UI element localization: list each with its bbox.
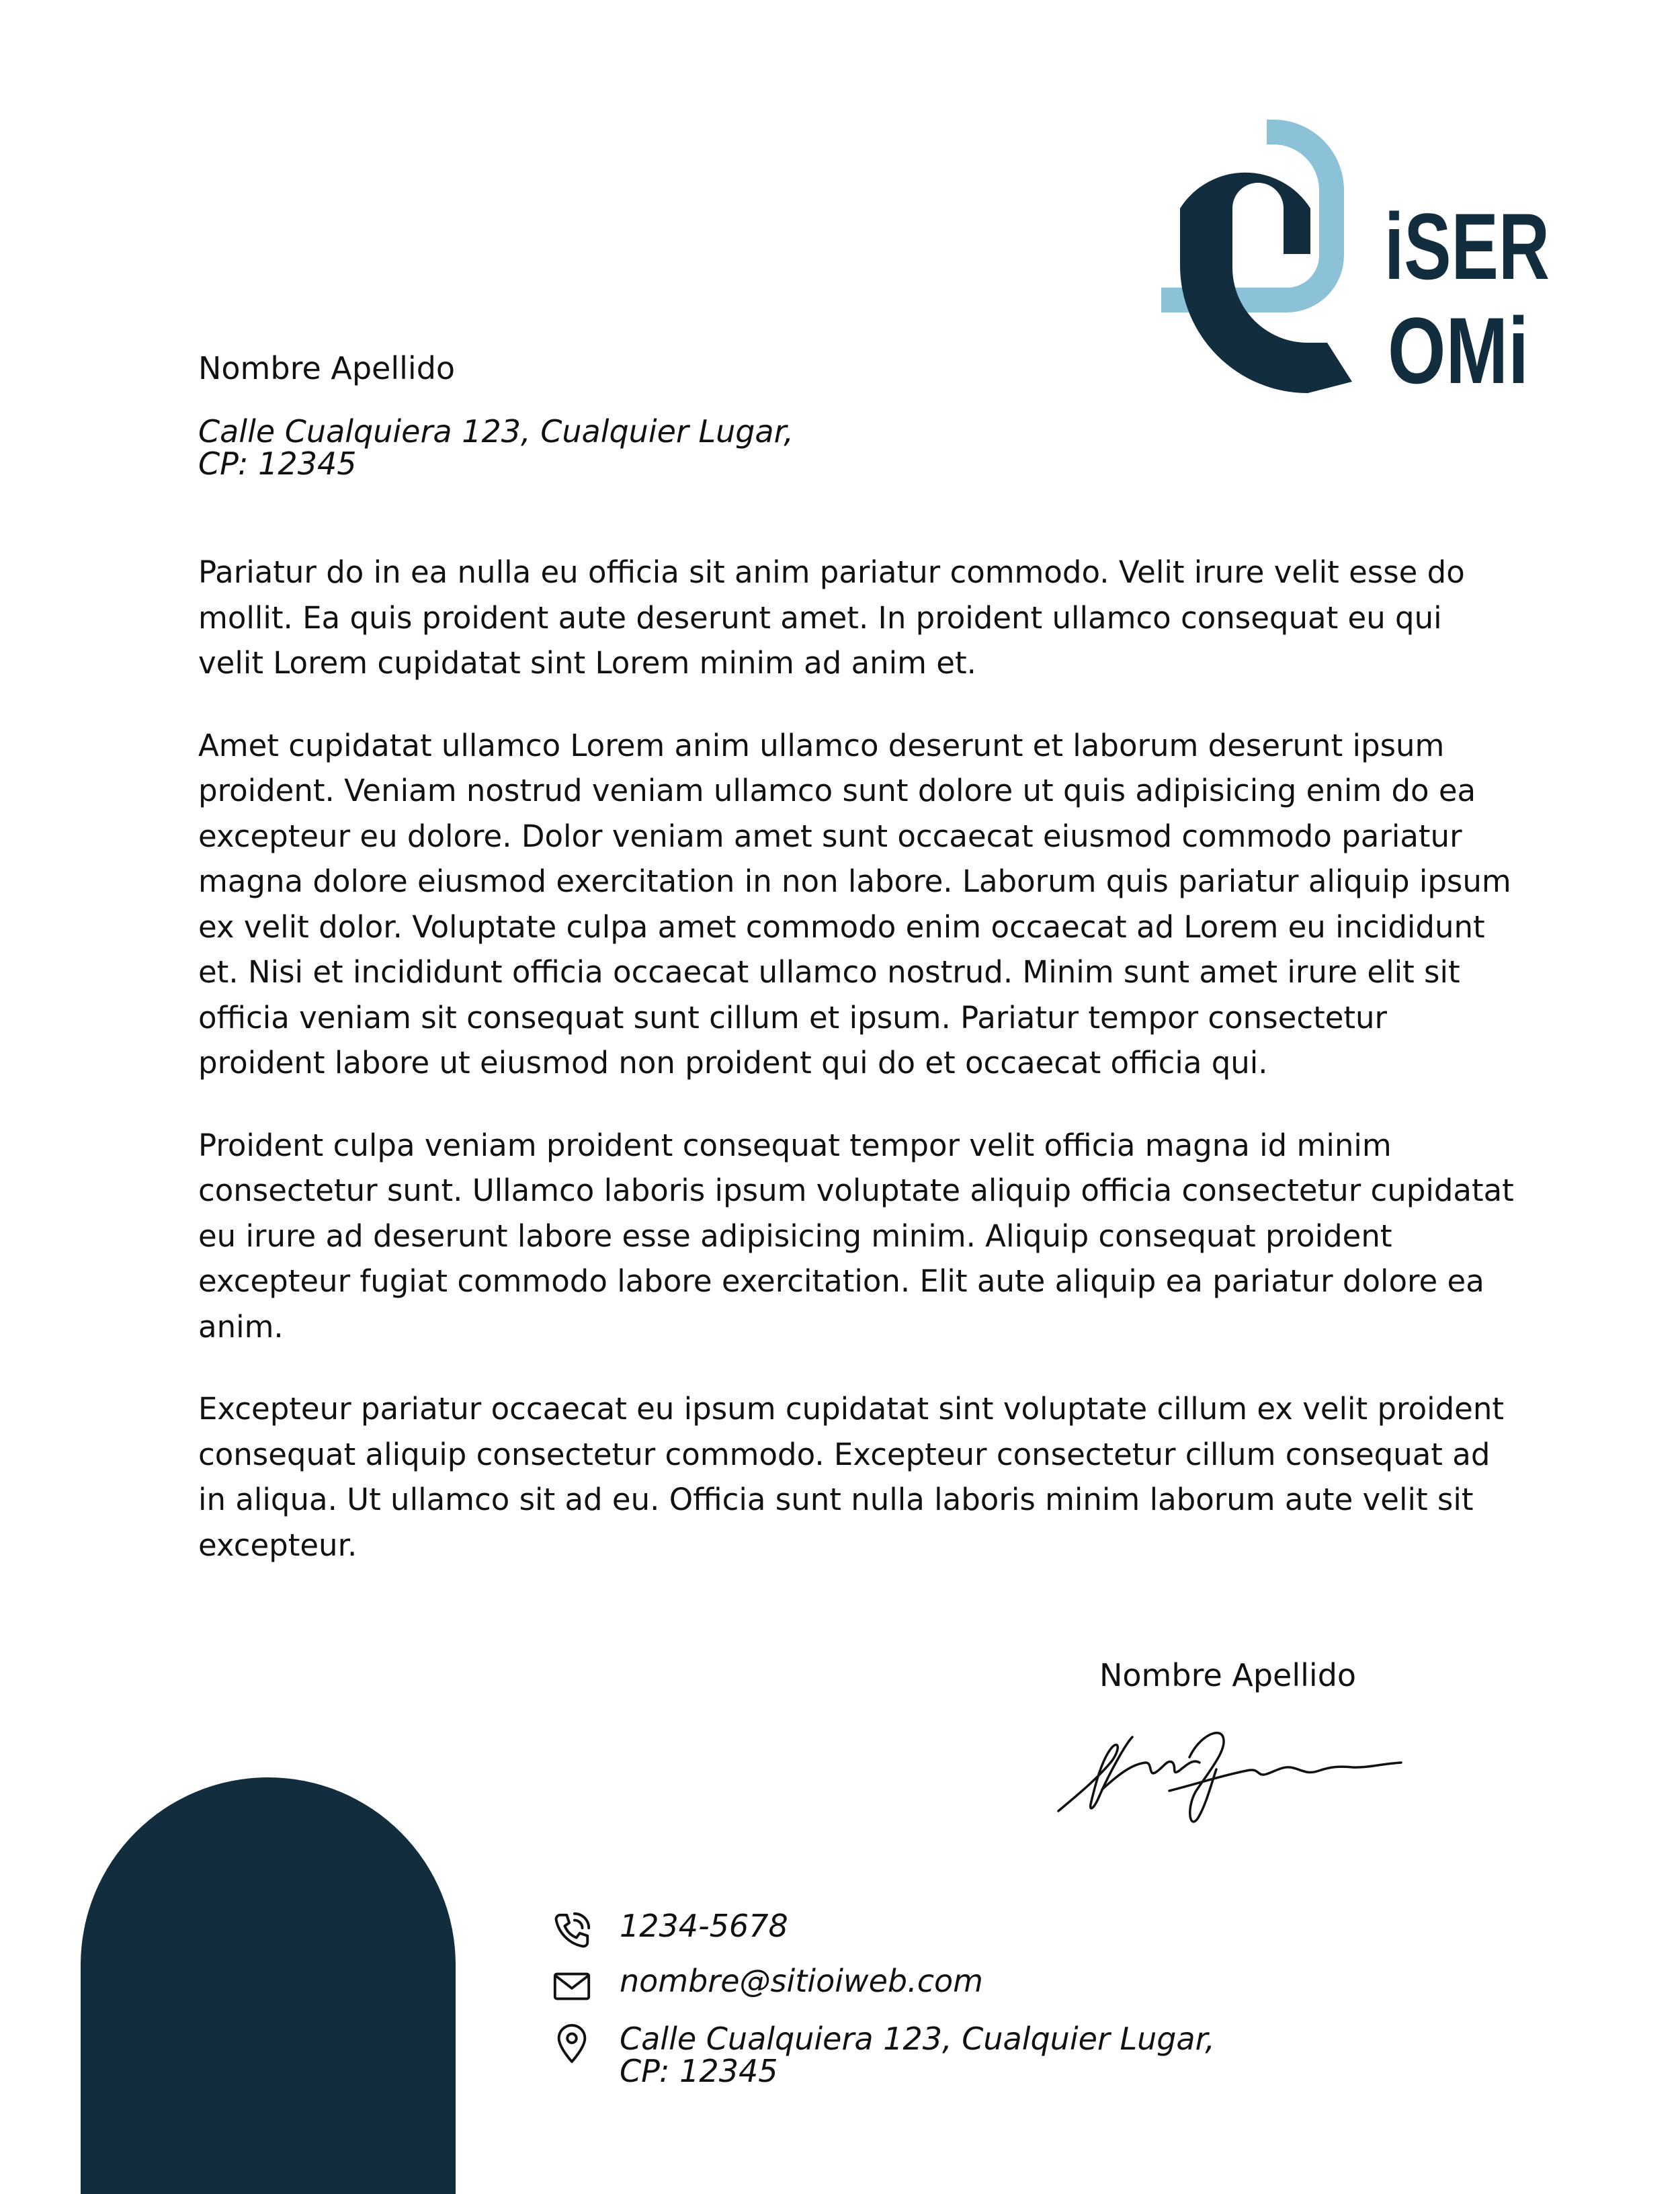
body-paragraph: Amet cupidatat ullamco Lorem anim ullamco deserunt et laborum deserunt ipsum proident. Veniam nostrud veniam ullamco sunt dolore ut quis adipisicing enim do ea excepteur eu dolore. Dolor veniam amet sunt occaecat eiusmod commodo pariatur magna dolore eiusmod exercitation in non labore. Laborum quis pariatur aliquip ipsum ex velit dolor. Voluptate culpa amet commodo enim occaecat ad Lorem eu incididunt et. Nisi et incididunt officia occaecat ullamco nostrud. Minim sunt amet irure elit sit officia veniam sit consequat sunt cillum et ipsum. Pariatur tempor consectetur proident labore ut eiusmod non proident qui do et occaecat officia qui. (198, 727, 1511, 1081)
phone-icon (551, 1910, 593, 1951)
logo-text-line1: iSER (1384, 194, 1550, 299)
contact-phone (551, 1910, 788, 1951)
body-paragraph: Excepteur pariatur occaecat eu ipsum cupidatat sint voluptate cillum ex velit proident consequat aliquip consectetur commodo. Excepteur consectetur cillum consequat ad in aliqua. Ut ullamco sit ad eu. Officia sunt nulla laboris minim laborum aute velit sit excepteur. (198, 1391, 1505, 1563)
postal-address (620, 2023, 1215, 2087)
sender-name: Nombre Apellido (198, 350, 456, 386)
phone-number: 1234-5678 (620, 1908, 788, 1944)
email-address: nombre@sitioiweb.com (620, 1963, 983, 1999)
contact-email (551, 1965, 983, 2007)
decorative-arch (81, 1777, 456, 2194)
sender-address-line2: CP: 12345 (198, 446, 357, 482)
signer-name: Nombre Apellido (1099, 1657, 1357, 1693)
postal-address-line1: Calle Cualquiera 123, Cualquier Lugar, (620, 2021, 1215, 2057)
letter-body (198, 550, 1515, 1605)
contact-address (551, 2023, 1215, 2087)
logo-text-line2: OMi (1388, 298, 1529, 403)
sender-address (198, 415, 794, 480)
handwritten-signature (1052, 1710, 1408, 1845)
postal-address-line2: CP: 12345 (620, 2053, 778, 2089)
location-pin-icon (551, 2023, 593, 2064)
company-logo (1156, 108, 1552, 403)
mail-icon (551, 1965, 593, 2007)
sender-address-line1: Calle Cualquiera 123, Cualquier Lugar, (198, 413, 794, 450)
body-paragraph: Proident culpa veniam proident consequat tempor velit officia magna id minim consectetur sunt. Ullamco laboris ipsum voluptate aliquip officia consectetur cupidatat eu irure ad deserunt labore esse adipisicing minim. Aliquip consequat proident excepteur fugiat commodo labore exercitation. Elit aute aliquip ea pariatur dolore ea anim. (198, 1127, 1514, 1345)
body-paragraph: Pariatur do in ea nulla eu officia sit anim pariatur commodo. Velit irure velit esse do mollit. Ea quis proident aute deserunt amet. In proident ullamco consequat eu qui velit Lorem cupidatat sint Lorem minim ad anim et. (198, 554, 1465, 681)
